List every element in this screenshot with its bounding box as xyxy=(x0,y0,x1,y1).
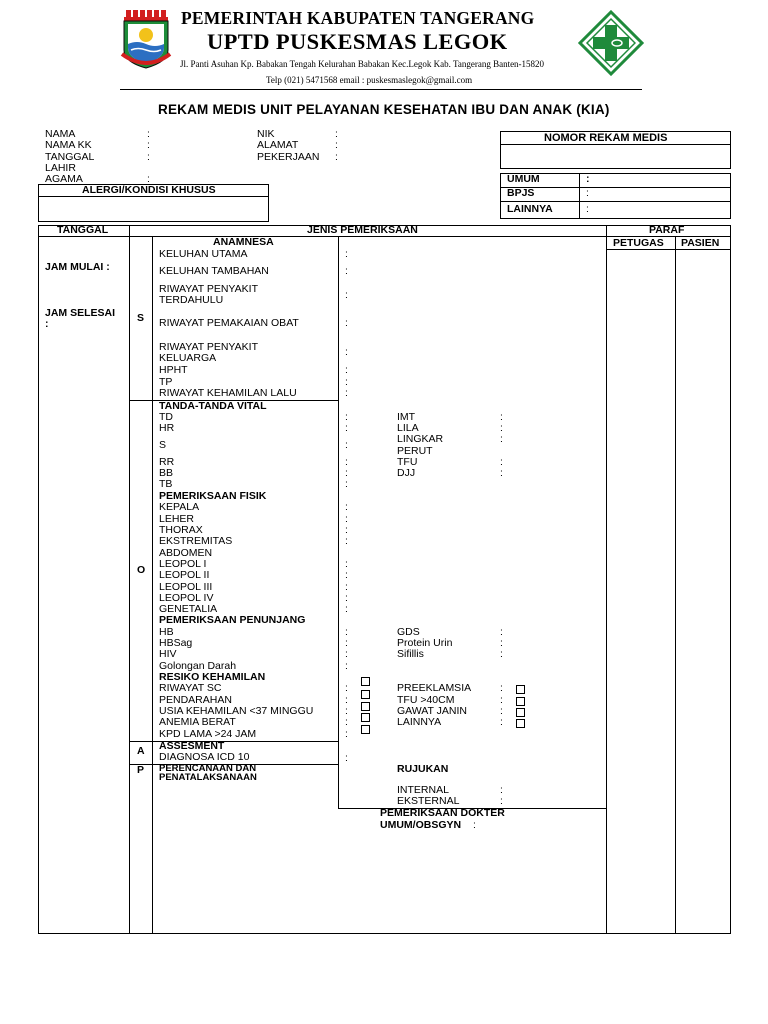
col-line xyxy=(152,236,153,934)
label-nik: NIK xyxy=(257,128,275,140)
lab-sifilis: Sifillis xyxy=(397,648,424,660)
soap-o: O xyxy=(137,564,146,576)
colon: : xyxy=(345,411,348,423)
vital-rr: RR xyxy=(159,456,175,468)
resiko-lainnya: LAINNYA xyxy=(397,716,442,728)
colon: : xyxy=(345,524,348,536)
colon: : xyxy=(586,173,590,185)
riwayat-penyakit-keluarga: RIWAYAT PENYAKIT xyxy=(159,341,258,353)
colon: : xyxy=(500,456,503,468)
colon: : xyxy=(345,682,348,694)
vital-tfu: TFU xyxy=(397,456,418,468)
colon: : xyxy=(147,173,150,185)
fisik-leopol-3: LEOPOL III xyxy=(159,581,213,593)
resiko-anemia: ANEMIA BERAT xyxy=(159,716,236,728)
org-name: UPTD PUSKESMAS LEGOK xyxy=(207,29,508,54)
colon: : xyxy=(345,648,348,660)
col-line xyxy=(675,236,676,934)
resiko-usia-kehamilan: USIA KEHAMILAN <37 MINGGU xyxy=(159,705,314,717)
checkbox-lainnya[interactable] xyxy=(516,719,525,728)
fisik-leher: LEHER xyxy=(159,513,195,525)
vital-lingkar-perut: LINGKAR xyxy=(397,433,444,445)
dokter-title: PEMERIKSAAN DOKTER xyxy=(380,807,505,819)
colon: : xyxy=(586,203,589,215)
label-tanggal: TANGGAL xyxy=(45,151,95,163)
soap-a: A xyxy=(137,745,145,757)
colon: : xyxy=(500,467,503,479)
form-title: REKAM MEDIS UNIT PELAYANAN KESEHATAN IBU DAN ANAK (KIA) xyxy=(158,102,610,117)
hpht: HPHT xyxy=(159,364,188,376)
vital-bb: BB xyxy=(159,467,174,479)
colon: : xyxy=(345,592,348,604)
colon: : xyxy=(500,626,503,638)
assesment-title: ASSESMENT xyxy=(159,740,225,752)
payer-lainnya: LAINNYA xyxy=(507,203,553,215)
lab-protein-urin: Protein Urin xyxy=(397,637,453,649)
riwayat-penyakit-terdahulu: TERDAHULU xyxy=(159,294,224,306)
label-lahir: LAHIR xyxy=(45,162,76,174)
colon: : xyxy=(345,439,348,451)
colon: : xyxy=(345,513,348,525)
colon: : xyxy=(345,626,348,638)
colon: : xyxy=(335,139,338,151)
colon: : xyxy=(500,637,503,649)
colon: : xyxy=(335,151,338,163)
regency-seal-icon xyxy=(120,10,172,70)
phone-line: Telp (021) 5471568 email : puskesmaslegok@gmail.com xyxy=(266,75,473,85)
plan-title: PENATALAKSANAAN xyxy=(159,772,257,783)
paraf-sub-line xyxy=(607,249,731,250)
colon: : xyxy=(335,128,338,140)
col-tanggal: TANGGAL xyxy=(57,224,109,236)
colon: : xyxy=(500,433,503,445)
lab-hiv: HIV xyxy=(159,648,177,660)
colon: : xyxy=(345,558,348,570)
colon: : xyxy=(147,139,150,151)
lab-hbsag: HBSag xyxy=(159,637,193,649)
colon: : xyxy=(345,467,348,479)
colon: : xyxy=(500,716,503,728)
colon: : xyxy=(500,795,503,807)
fisik-ekstremitas: EKSTREMITAS xyxy=(159,535,233,547)
checkbox-riwayat-sc[interactable] xyxy=(361,677,370,686)
label-pekerjaan: PEKERJAAN xyxy=(257,151,320,163)
payer-divider-v xyxy=(579,173,580,219)
jam-selesai: JAM SELESAI xyxy=(45,307,116,319)
colon: : xyxy=(500,411,503,423)
colon: : xyxy=(500,694,503,706)
alergi-divider xyxy=(38,196,269,197)
gov-name: PEMERINTAH KABUPATEN TANGERANG xyxy=(181,8,535,28)
fisik-title: PEMERIKSAAN FISIK xyxy=(159,490,267,502)
colon: : xyxy=(345,752,348,764)
checkbox-anemia[interactable] xyxy=(361,713,370,722)
colon: : xyxy=(345,603,348,615)
riwayat-penyakit-keluarga: KELUARGA xyxy=(159,352,217,364)
colon: : xyxy=(345,716,348,728)
penunjang-title: PEMERIKSAAN PENUNJANG xyxy=(159,614,306,626)
colon: : xyxy=(586,187,589,199)
fisik-leopol-4: LEOPOL IV xyxy=(159,592,214,604)
header-rule xyxy=(120,89,642,90)
col-pasien: PASIEN xyxy=(681,237,720,249)
colon: : xyxy=(345,317,348,329)
tp: TP xyxy=(159,376,173,388)
colon: : xyxy=(500,422,503,434)
colon: : xyxy=(500,784,503,796)
anamnesa-title: ANAMNESA xyxy=(213,236,274,248)
dokter-title: UMUM/OBSGYN xyxy=(380,819,462,831)
colon: : xyxy=(345,535,348,547)
payer-divider xyxy=(500,201,731,202)
colon: : xyxy=(500,682,503,694)
rekam-divider xyxy=(500,144,731,145)
riwayat-penyakit-terdahulu: RIWAYAT PENYAKIT xyxy=(159,283,258,295)
resiko-title: RESIKO KEHAMILAN xyxy=(159,671,266,683)
vital-imt: IMT xyxy=(397,411,416,423)
colon: : xyxy=(147,128,150,140)
fisik-abdomen: ABDOMEN xyxy=(159,547,213,559)
checkbox-kpd[interactable] xyxy=(361,725,370,734)
vital-djj: DJJ xyxy=(397,467,416,479)
col-line xyxy=(129,225,130,934)
checkbox-gawat-janin[interactable] xyxy=(516,708,525,717)
fisik-genetalia: GENETALIA xyxy=(159,603,218,615)
plan-title: PERENCANAAN DAN xyxy=(159,763,257,774)
rujukan-internal: INTERNAL xyxy=(397,784,449,796)
label-nama-kk: NAMA KK xyxy=(45,139,92,151)
colon: : xyxy=(345,456,348,468)
jam-selesai-colon: : xyxy=(45,318,49,330)
colon: : xyxy=(345,265,348,277)
checkbox-preeklamsia[interactable] xyxy=(516,685,525,694)
col-jenis: JENIS PEMERIKSAAN xyxy=(307,224,418,236)
colon: : xyxy=(345,637,348,649)
colon: : xyxy=(345,705,348,717)
colon: : xyxy=(500,705,503,717)
rujukan-eksternal: EKSTERNAL xyxy=(397,795,460,807)
colon: : xyxy=(345,581,348,593)
colon: : xyxy=(345,660,348,672)
resiko-gawat-janin: GAWAT JANIN xyxy=(397,705,468,717)
checkbox-tfu-40[interactable] xyxy=(516,697,525,706)
vital-s: S xyxy=(159,439,167,451)
label-alamat: ALAMAT xyxy=(257,139,299,151)
payer-bpjs: BPJS xyxy=(507,187,535,199)
rujukan-title: RUJUKAN xyxy=(397,763,449,775)
label-agama: AGAMA xyxy=(45,173,83,185)
payer-umum: UMUM xyxy=(507,173,540,185)
col-petugas: PETUGAS xyxy=(613,237,664,249)
colon: : xyxy=(345,478,348,490)
checkbox-pendarahan[interactable] xyxy=(361,690,370,699)
colon: : xyxy=(345,501,348,513)
address-line: Jl. Panti Asuhan Kp. Babakan Tengah Kelurahan Babakan Kec.Legok Kab. Tangerang Banten-15820 xyxy=(180,59,545,69)
rekam-medis-title: NOMOR REKAM MEDIS xyxy=(544,132,668,144)
checkbox-usia-kehamilan[interactable] xyxy=(361,702,370,711)
colon: : xyxy=(473,819,476,831)
resiko-preeklamsia: PREEKLAMSIA xyxy=(397,682,472,694)
fisik-leopol-1: LEOPOL I xyxy=(159,558,207,570)
keluhan-utama: KELUHAN UTAMA xyxy=(159,248,248,260)
colon: : xyxy=(147,151,150,163)
vital-td: TD xyxy=(159,411,173,423)
riwayat-pemakaian-obat: RIWAYAT PEMAKAIAN OBAT xyxy=(159,317,299,329)
vital-lila: LILA xyxy=(397,422,419,434)
fisik-kepala: KEPALA xyxy=(159,501,200,513)
col-paraf: PARAF xyxy=(649,224,685,236)
colon: : xyxy=(345,364,348,376)
fisik-thorax: THORAX xyxy=(159,524,203,536)
colon: : xyxy=(345,728,348,740)
colon: : xyxy=(345,387,348,399)
colon: : xyxy=(345,376,348,388)
colon: : xyxy=(500,648,503,660)
lab-hb: HB xyxy=(159,626,174,638)
colon: : xyxy=(345,346,348,358)
puskesmas-logo-icon xyxy=(578,10,644,76)
resiko-riwayat-sc: RIWAYAT SC xyxy=(159,682,222,694)
colon: : xyxy=(345,289,348,301)
diagnosa-icd: DIAGNOSA ICD 10 xyxy=(159,751,250,763)
jam-mulai: JAM MULAI : xyxy=(45,261,110,273)
colon: : xyxy=(345,248,348,260)
vital-hr: HR xyxy=(159,422,175,434)
fisik-leopol-2: LEOPOL II xyxy=(159,569,210,581)
lab-golongan-darah: Golongan Darah xyxy=(159,660,237,672)
resiko-pendarahan: PENDARAHAN xyxy=(159,694,232,706)
soap-p: P xyxy=(137,764,145,776)
payer-divider xyxy=(500,187,731,188)
resiko-tfu-40: TFU >40CM xyxy=(397,694,455,706)
riwayat-kehamilan-lalu: RIWAYAT KEHAMILAN LALU xyxy=(159,387,297,399)
alergi-label: ALERGI/KONDISI KHUSUS xyxy=(82,184,216,196)
col-line xyxy=(338,236,339,808)
label-nama: NAMA xyxy=(45,128,76,140)
vital-lingkar-perut: PERUT xyxy=(397,445,433,457)
colon: : xyxy=(345,569,348,581)
col-line xyxy=(606,225,607,934)
soap-s: S xyxy=(137,312,145,324)
lab-gds: GDS xyxy=(397,626,420,638)
resiko-kpd: KPD LAMA >24 JAM xyxy=(159,728,257,740)
ttv-title: TANDA-TANDA VITAL xyxy=(159,400,267,412)
colon: : xyxy=(345,694,348,706)
vital-tb: TB xyxy=(159,478,173,490)
keluhan-tambahan: KELUHAN TAMBAHAN xyxy=(159,265,269,277)
colon: : xyxy=(345,422,348,434)
